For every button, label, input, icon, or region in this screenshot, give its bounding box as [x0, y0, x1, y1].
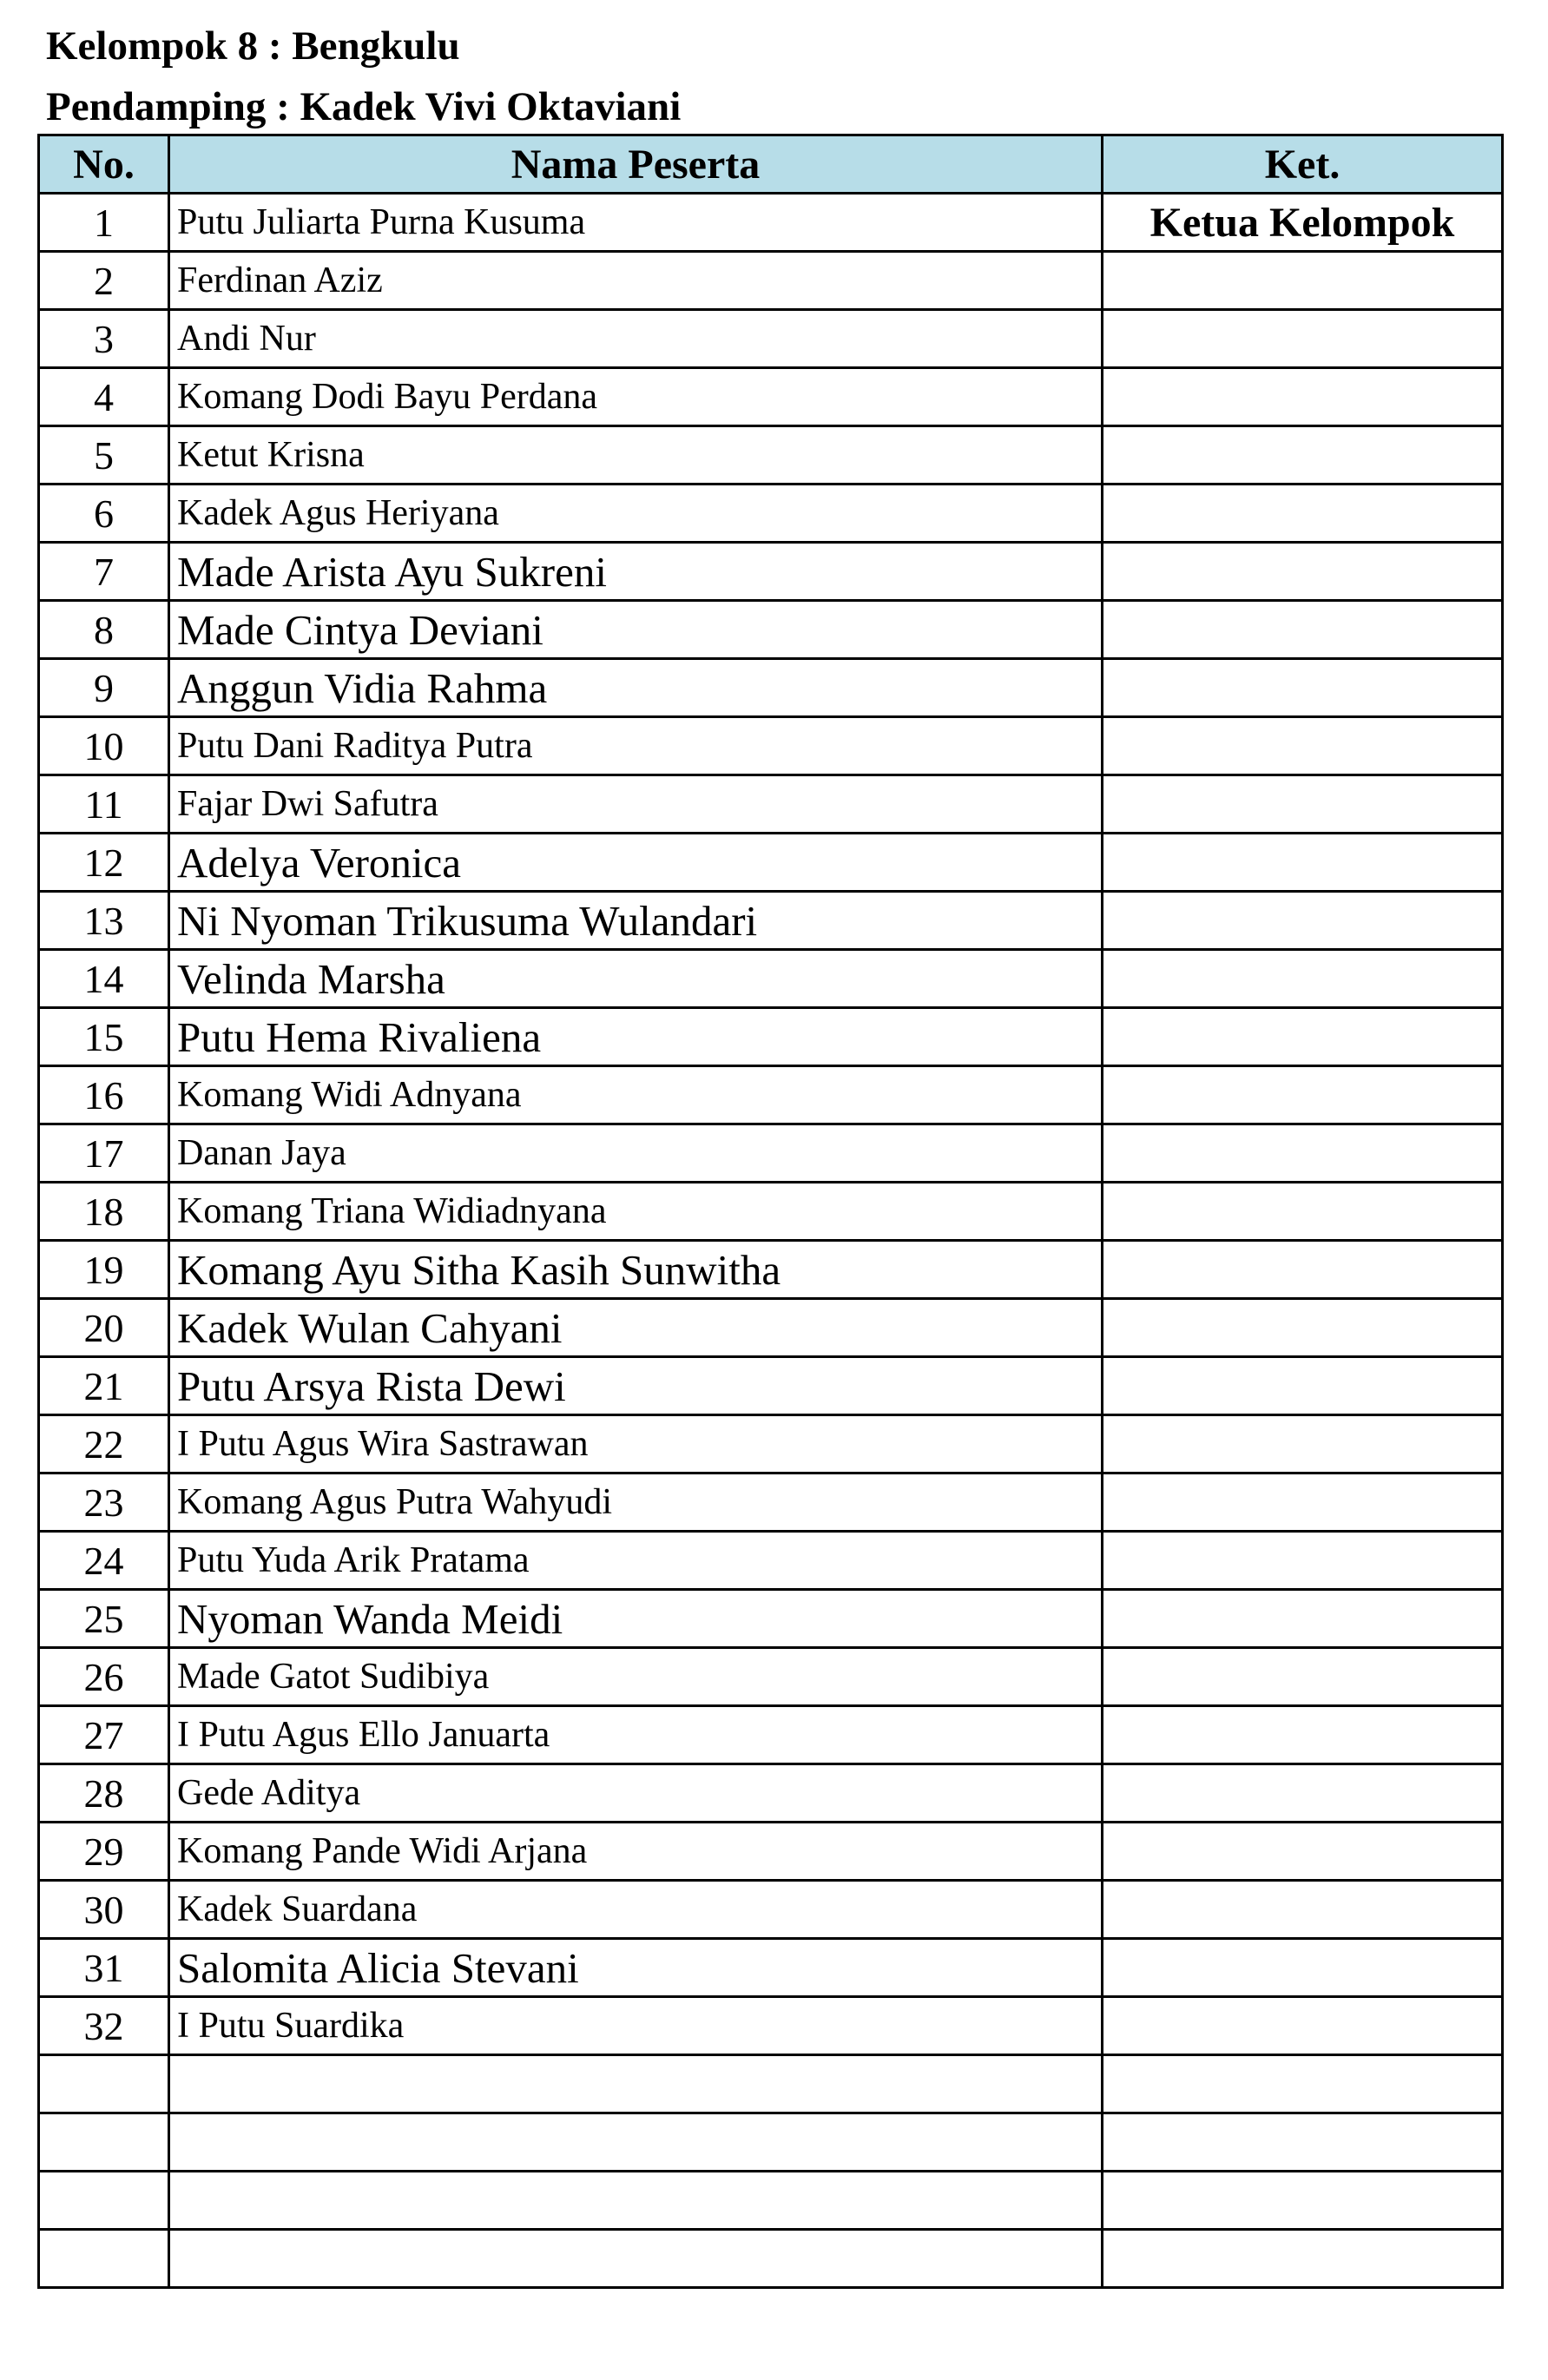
- row-number: 24: [39, 1532, 169, 1590]
- participant-name: [169, 2055, 1103, 2113]
- row-number: 19: [39, 1241, 169, 1299]
- participant-note: [1103, 426, 1503, 485]
- row-number: 11: [39, 775, 169, 834]
- table-row: [39, 1823, 1503, 1881]
- row-number: [39, 2172, 169, 2230]
- participant-note: [1103, 775, 1503, 834]
- table-row: [39, 717, 1503, 775]
- table-row: [39, 950, 1503, 1008]
- row-number: 13: [39, 892, 169, 950]
- participant-name: Fajar Dwi Safutra: [169, 775, 1103, 834]
- row-number: 2: [39, 252, 169, 310]
- table-row: [39, 1183, 1503, 1241]
- participant-note: [1103, 1241, 1503, 1299]
- row-number: 7: [39, 543, 169, 601]
- participant-name: Komang Dodi Bayu Perdana: [169, 368, 1103, 426]
- row-number: 16: [39, 1066, 169, 1124]
- table-row-empty: [39, 2230, 1503, 2288]
- row-number: 4: [39, 368, 169, 426]
- row-number: 31: [39, 1939, 169, 1997]
- row-number: 25: [39, 1590, 169, 1648]
- participant-name: Putu Hema Rivaliena: [169, 1008, 1103, 1066]
- participant-name: Made Gatot Sudibiya: [169, 1648, 1103, 1706]
- participant-name: [169, 2172, 1103, 2230]
- column-header-name: Nama Peserta: [169, 135, 1103, 194]
- table-row: [39, 1357, 1503, 1415]
- table-row: [39, 194, 1503, 252]
- column-header-no: No.: [39, 135, 169, 194]
- table-row: [39, 1590, 1503, 1648]
- participant-name: Gede Aditya: [169, 1764, 1103, 1823]
- table-row-empty: [39, 2113, 1503, 2172]
- participant-name: Kadek Wulan Cahyani: [169, 1299, 1103, 1357]
- participant-name: Salomita Alicia Stevani: [169, 1939, 1103, 1997]
- row-number: 22: [39, 1415, 169, 1473]
- participant-name: Komang Pande Widi Arjana: [169, 1823, 1103, 1881]
- table-row: [39, 310, 1503, 368]
- table-row: [39, 1648, 1503, 1706]
- participant-name: Putu Arsya Rista Dewi: [169, 1357, 1103, 1415]
- table-row: [39, 485, 1503, 543]
- participant-name: Made Arista Ayu Sukreni: [169, 543, 1103, 601]
- row-number: 15: [39, 1008, 169, 1066]
- participant-name: Velinda Marsha: [169, 950, 1103, 1008]
- row-number: 9: [39, 659, 169, 717]
- participant-note: [1103, 1997, 1503, 2055]
- table-row: [39, 1706, 1503, 1764]
- row-number: 6: [39, 485, 169, 543]
- participant-note: Ketua Kelompok: [1103, 194, 1503, 252]
- participant-name: [169, 2113, 1103, 2172]
- table-row: [39, 368, 1503, 426]
- table-row: [39, 1939, 1503, 1997]
- participant-note: [1103, 2230, 1503, 2288]
- participant-note: [1103, 485, 1503, 543]
- table-row: [39, 775, 1503, 834]
- participant-note: [1103, 1415, 1503, 1473]
- participant-name: I Putu Agus Ello Januarta: [169, 1706, 1103, 1764]
- participant-name: Kadek Agus Heriyana: [169, 485, 1103, 543]
- row-number: 30: [39, 1881, 169, 1939]
- participant-name: Anggun Vidia Rahma: [169, 659, 1103, 717]
- participant-name: Komang Triana Widiadnyana: [169, 1183, 1103, 1241]
- participant-note: [1103, 2172, 1503, 2230]
- table-row: [39, 601, 1503, 659]
- participant-note: [1103, 1881, 1503, 1939]
- table-row: [39, 1299, 1503, 1357]
- table-row: [39, 543, 1503, 601]
- table-body: [39, 194, 1503, 2288]
- participant-name: I Putu Agus Wira Sastrawan: [169, 1415, 1103, 1473]
- row-number: 8: [39, 601, 169, 659]
- row-number: [39, 2230, 169, 2288]
- participant-note: [1103, 1648, 1503, 1706]
- table-row: [39, 892, 1503, 950]
- row-number: 5: [39, 426, 169, 485]
- table-row: [39, 1473, 1503, 1532]
- participant-name: Putu Yuda Arik Pratama: [169, 1532, 1103, 1590]
- row-number: [39, 2113, 169, 2172]
- participant-name: Made Cintya Deviani: [169, 601, 1103, 659]
- participant-name: Danan Jaya: [169, 1124, 1103, 1183]
- participant-note: [1103, 1532, 1503, 1590]
- row-number: 20: [39, 1299, 169, 1357]
- table-row: [39, 1997, 1503, 2055]
- row-number: 21: [39, 1357, 169, 1415]
- participant-name: Ni Nyoman Trikusuma Wulandari: [169, 892, 1103, 950]
- table-header-row: [39, 135, 1503, 194]
- row-number: 23: [39, 1473, 169, 1532]
- participant-note: [1103, 310, 1503, 368]
- row-number: 12: [39, 834, 169, 892]
- table-row: [39, 659, 1503, 717]
- participant-name: Kadek Suardana: [169, 1881, 1103, 1939]
- table-row: [39, 426, 1503, 485]
- participant-note: [1103, 1823, 1503, 1881]
- participant-note: [1103, 1706, 1503, 1764]
- participant-note: [1103, 252, 1503, 310]
- table-row: [39, 1124, 1503, 1183]
- participant-note: [1103, 601, 1503, 659]
- table-row: [39, 1066, 1503, 1124]
- participant-note: [1103, 1939, 1503, 1997]
- participant-name: Komang Agus Putra Wahyudi: [169, 1473, 1103, 1532]
- participant-name: Komang Widi Adnyana: [169, 1066, 1103, 1124]
- table-row: [39, 1764, 1503, 1823]
- participant-note: [1103, 892, 1503, 950]
- table-row: [39, 252, 1503, 310]
- participant-note: [1103, 1590, 1503, 1648]
- participant-note: [1103, 1764, 1503, 1823]
- participant-name: I Putu Suardika: [169, 1997, 1103, 2055]
- participant-note: [1103, 659, 1503, 717]
- row-number: 28: [39, 1764, 169, 1823]
- participant-name: Andi Nur: [169, 310, 1103, 368]
- participant-note: [1103, 1066, 1503, 1124]
- participant-name: Putu Dani Raditya Putra: [169, 717, 1103, 775]
- participant-note: [1103, 1357, 1503, 1415]
- column-header-ket: Ket.: [1103, 135, 1503, 194]
- row-number: 27: [39, 1706, 169, 1764]
- participant-name: Ferdinan Aziz: [169, 252, 1103, 310]
- row-number: 32: [39, 1997, 169, 2055]
- row-number: 17: [39, 1124, 169, 1183]
- row-number: 26: [39, 1648, 169, 1706]
- participant-note: [1103, 1183, 1503, 1241]
- row-number: 14: [39, 950, 169, 1008]
- table-row-empty: [39, 2172, 1503, 2230]
- participant-note: [1103, 543, 1503, 601]
- participant-note: [1103, 368, 1503, 426]
- participant-note: [1103, 2113, 1503, 2172]
- group-title: Kelompok 8 : Bengkulu: [46, 23, 460, 69]
- participant-note: [1103, 1008, 1503, 1066]
- table-row: [39, 1008, 1503, 1066]
- participant-name: Adelya Veronica: [169, 834, 1103, 892]
- table-row: [39, 1415, 1503, 1473]
- table-row: [39, 1241, 1503, 1299]
- participant-note: [1103, 1473, 1503, 1532]
- participant-name: Komang Ayu Sitha Kasih Sunwitha: [169, 1241, 1103, 1299]
- participant-name: Nyoman Wanda Meidi: [169, 1590, 1103, 1648]
- row-number: 10: [39, 717, 169, 775]
- row-number: 3: [39, 310, 169, 368]
- row-number: 1: [39, 194, 169, 252]
- participant-note: [1103, 950, 1503, 1008]
- participant-table: [37, 134, 1504, 2289]
- participant-note: [1103, 717, 1503, 775]
- row-number: 18: [39, 1183, 169, 1241]
- table-row: [39, 1881, 1503, 1939]
- participant-note: [1103, 834, 1503, 892]
- participant-note: [1103, 1124, 1503, 1183]
- mentor-title: Pendamping : Kadek Vivi Oktaviani: [46, 84, 682, 129]
- participant-note: [1103, 2055, 1503, 2113]
- table-row-empty: [39, 2055, 1503, 2113]
- participant-name: [169, 2230, 1103, 2288]
- row-number: 29: [39, 1823, 169, 1881]
- participant-name: Putu Juliarta Purna Kusuma: [169, 194, 1103, 252]
- row-number: [39, 2055, 169, 2113]
- participant-name: Ketut Krisna: [169, 426, 1103, 485]
- table-row: [39, 834, 1503, 892]
- table-row: [39, 1532, 1503, 1590]
- participant-note: [1103, 1299, 1503, 1357]
